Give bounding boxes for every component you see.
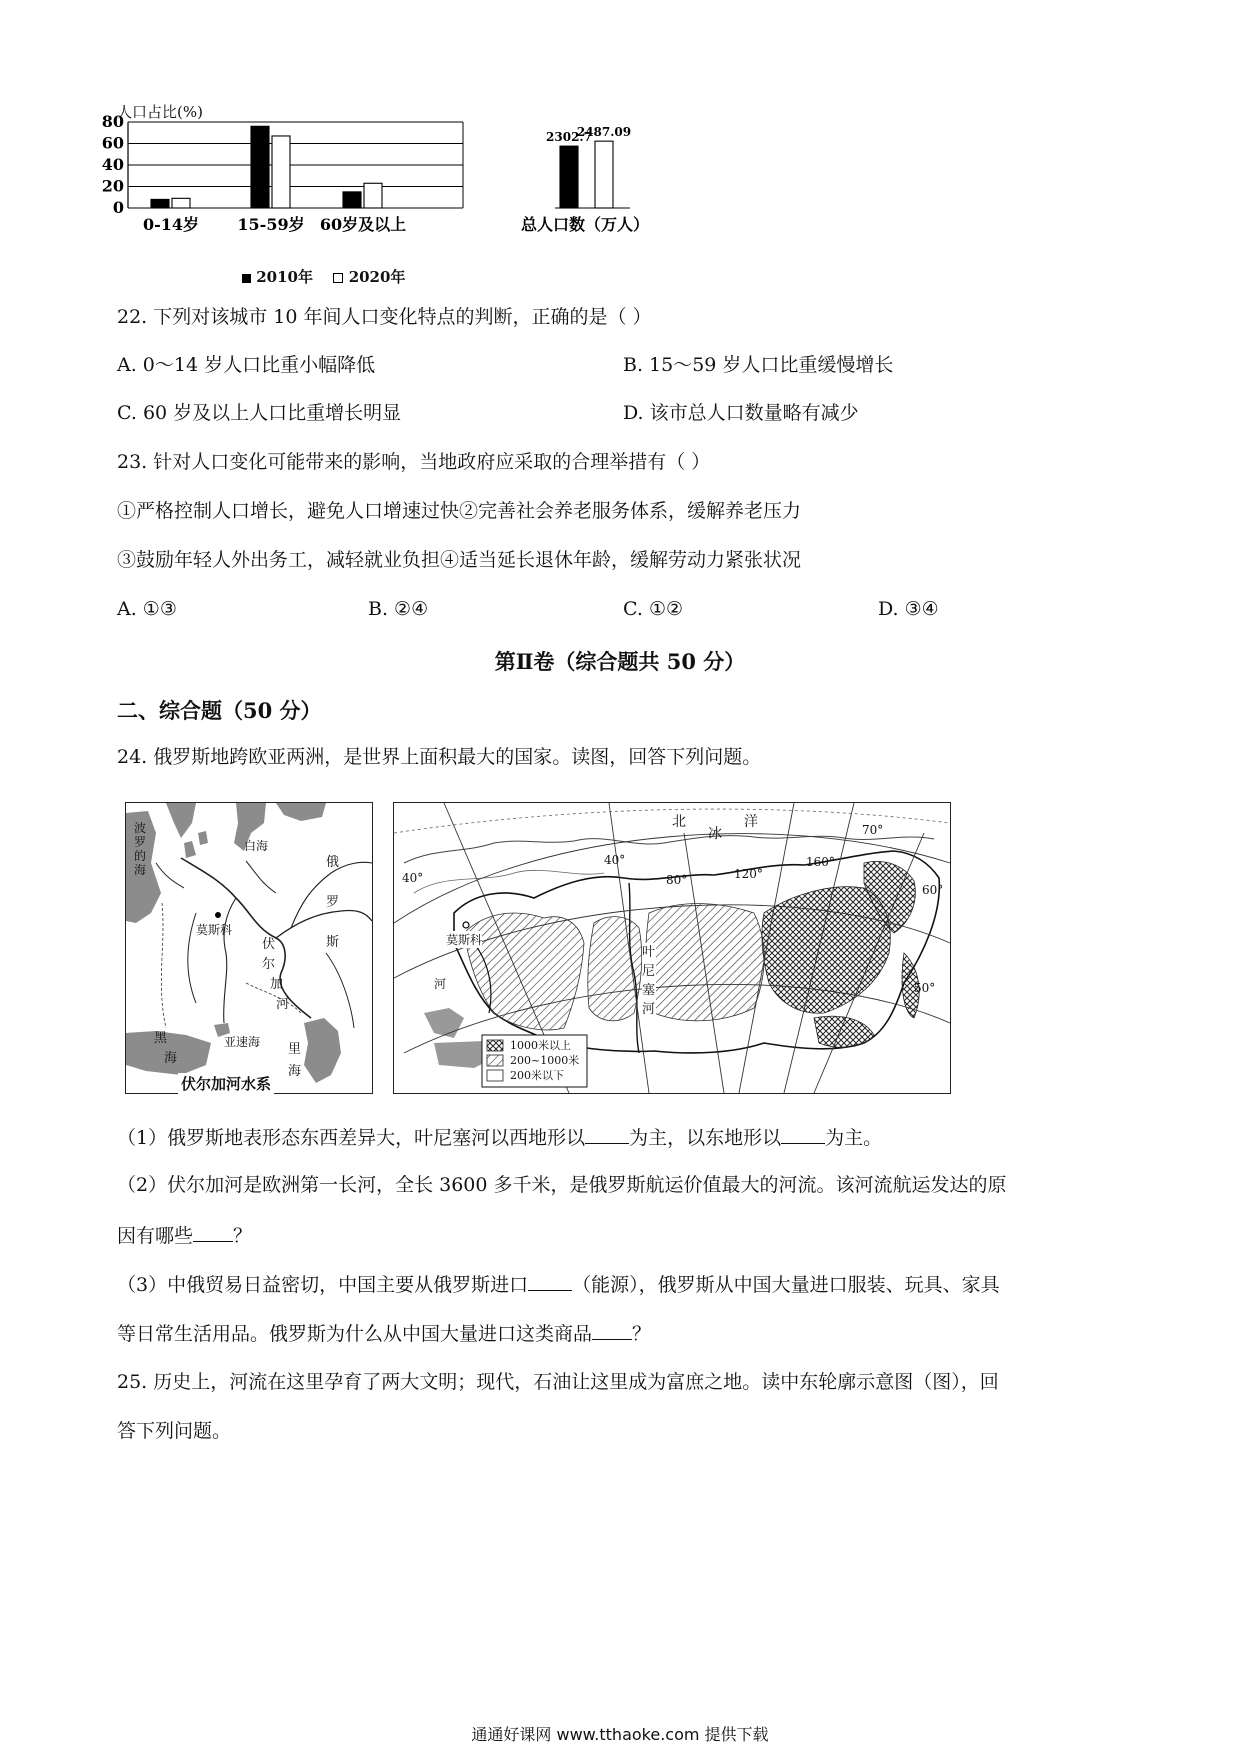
legend-high: 1000米以上 [510,1039,571,1052]
ytick-label: 40 [101,155,124,174]
q24-blank-5[interactable] [592,1323,632,1340]
label-moscow-2: 莫斯科 [446,933,483,947]
total-data-label-1: 2487.09 [576,125,632,140]
total-bar-1 [595,141,613,208]
q23-line2: ③鼓励年轻人外出务工，减轻就业负担④适当延长退休年龄，缓解劳动力紧张状况 [117,549,802,571]
q24-blank-1[interactable] [585,1127,629,1144]
label-lat40: 40° [402,871,424,885]
q23-stem: 23. 针对人口变化可能带来的影响，当地政府应采取的合理举措有（ ） [117,451,711,473]
legend-low: 200米以下 [510,1069,564,1082]
q24-sub2-line2: 因有哪些 ？ [117,1225,253,1247]
total-bar-0 [560,146,578,208]
ytick-label: 80 [101,112,124,131]
legend-label-2020: 2020年 [348,268,406,286]
ytick-label: 0 [112,198,124,217]
label-caspian: 里 海 [288,1042,302,1079]
label-river-left: 河 [434,977,447,991]
label-volga: 伏 尔 加 河 [262,937,290,1012]
total-category-label: 总人口数（万人） [520,215,650,234]
label-lon40: 40° [604,853,626,867]
russia-terrain-map [393,802,951,1094]
label-lat50: 50° [914,981,936,995]
label-yenisei: 叶 尼 塞 河 [642,945,656,1017]
legend-mid: 200~1000米 [510,1054,580,1067]
part-title: 二、综合题（50 分） [117,698,322,723]
russia-terrain-drawing [394,803,950,1093]
chart-ylabel: 人口占比(%) [117,103,203,121]
category-label: 15-59岁 [237,215,305,234]
q24-blank-2[interactable] [781,1127,825,1144]
legend-swatch-2010 [242,274,251,283]
label-baltic: 波 罗 的 海 [134,821,147,877]
label-lat60: 60° [922,883,944,897]
bar-1-0 [251,126,269,208]
bar-2-1 [364,183,382,208]
q23-option-d: D. ③④ [878,598,939,620]
q22-option-a: A. 0～14 岁人口比重小幅降低 [117,354,376,376]
bar-0-1 [172,198,190,208]
bar-1-1 [272,136,290,208]
volga-map-caption: 伏尔加河水系 [178,1073,274,1094]
section-title: 第Ⅱ卷（综合题共 50 分） [494,649,746,674]
ytick-label: 20 [101,176,124,196]
page-footer: 通通好课网 www.tthaoke.com 提供下载 [471,1725,769,1744]
total-data-label-0: 2302.7 [546,130,592,145]
label-lon120: 120° [734,867,763,881]
q24-sub3-line2: 等日常生活用品。俄罗斯为什么从中国大量进口这类商品 ？ [117,1323,652,1345]
label-ocean: 北冰洋 [672,814,780,842]
q24-blank-3[interactable] [193,1225,233,1242]
q22-stem: 22. 下列对该城市 10 年间人口变化特点的判断，正确的是（ ） [117,306,652,328]
q23-option-c: C. ①② [623,598,684,620]
q24-sub2-line1: （2）伏尔加河是欧洲第一长河，全长 3600 多千米，是俄罗斯航运价值最大的河流。该河流航运发达的原 [117,1174,1007,1196]
legend-swatch-2020 [333,273,343,283]
legend-label-2010: 2010年 [256,268,313,286]
bar-2-0 [343,192,361,208]
ytick-label: 60 [101,133,124,153]
q24-sub3-line1: （3）中俄贸易日益密切，中国主要从俄罗斯进口 （能源），俄罗斯从中国大量进口服装、玩具、家具 [117,1274,1000,1296]
label-lon80: 80° [666,873,688,887]
q25-line2: 答下列问题。 [117,1420,232,1442]
q23-option-b: B. ②④ [368,598,429,620]
volga-map [125,802,373,1094]
label-moscow: 莫斯科 [196,923,233,937]
label-lon160: 160° [806,855,835,869]
q23-option-a: A. ①③ [117,598,177,620]
q24-sub1: （1）俄罗斯地表形态东西差异大，叶尼塞河以西地形以 为主，以东地形以 为主。 [117,1127,883,1149]
label-lat70: 70° [862,823,884,837]
category-label: 60岁及以上 [319,215,407,234]
q22-option-b: B. 15～59 岁人口比重缓慢增长 [623,354,894,376]
q25-line1: 25. 历史上，河流在这里孕育了两大文明；现代，石油让这里成为富庶之地。读中东轮廓示意图（图），回 [117,1371,999,1393]
label-azov: 亚速海 [224,1035,261,1049]
q22-option-d: D. 该市总人口数量略有减少 [623,402,859,424]
q22-option-c: C. 60 岁及以上人口比重增长明显 [117,402,402,424]
label-russia: 俄 罗 斯 [326,855,340,950]
q24-stem: 24. 俄罗斯地跨欧亚两洲，是世界上面积最大的国家。读图，回答下列问题。 [117,746,762,768]
label-white-sea: 白海 [244,839,269,853]
q24-blank-4[interactable] [528,1274,572,1291]
label-black-sea: 黑 海 [154,1031,178,1066]
bar-0-0 [151,199,169,208]
category-label: 0-14岁 [142,215,200,234]
q23-line1: ①严格控制人口增长，避免人口增速过快②完善社会养老服务体系，缓解养老压力 [117,500,802,522]
chart-legend [242,266,405,287]
map-legend [510,1038,579,1083]
